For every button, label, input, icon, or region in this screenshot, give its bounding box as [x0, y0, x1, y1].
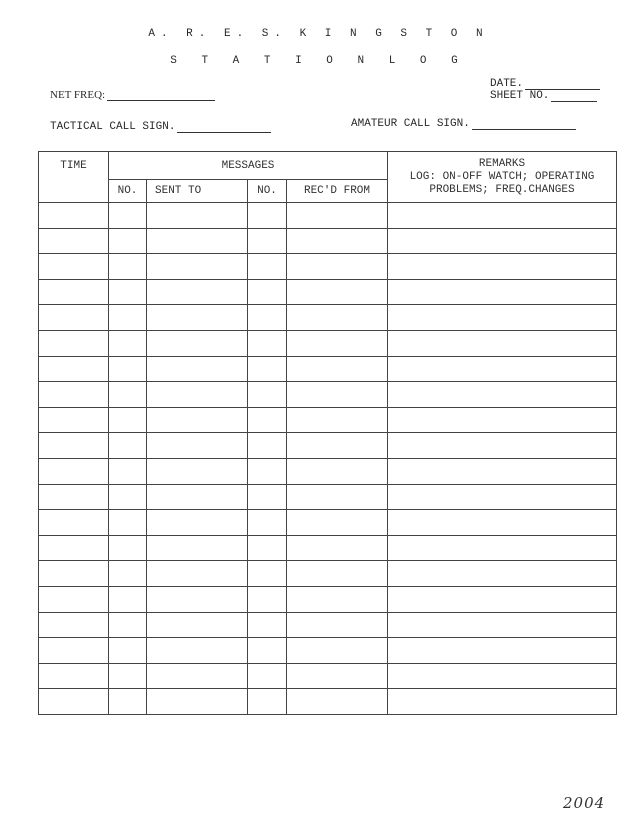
sent-to-cell[interactable] [147, 305, 248, 331]
date-field [490, 78, 600, 90]
no-recd-cell[interactable] [248, 433, 287, 459]
net-freq-blank[interactable] [107, 99, 215, 101]
remarks-cell[interactable] [388, 663, 617, 689]
remarks-cell[interactable] [388, 484, 617, 510]
no-recd-cell[interactable] [248, 535, 287, 561]
remarks-subtitle-1: LOG: ON-OFF WATCH; OPERATING [409, 170, 595, 183]
col-messages-header: MESSAGES [109, 152, 388, 180]
no-recd-cell[interactable] [248, 638, 287, 664]
amateur-call-sign-blank[interactable] [472, 128, 576, 130]
tactical-call-sign-label: TACTICAL CALL SIGN. [50, 121, 176, 133]
no-sent-cell[interactable] [109, 612, 147, 638]
recd-from-cell[interactable] [287, 689, 388, 715]
no-recd-cell[interactable] [248, 663, 287, 689]
recd-from-cell[interactable] [287, 228, 388, 254]
no-recd-cell[interactable] [248, 305, 287, 331]
remarks-cell[interactable] [388, 382, 617, 408]
table-row [39, 689, 617, 715]
table-row [39, 382, 617, 408]
remarks-cell[interactable] [388, 203, 617, 229]
sent-to-cell[interactable] [147, 382, 248, 408]
form-title-log: S T A T I O N L O G [170, 55, 467, 67]
no-sent-cell[interactable] [109, 484, 147, 510]
time-cell[interactable] [39, 433, 109, 459]
no-recd-cell[interactable] [248, 612, 287, 638]
table-row [39, 510, 617, 536]
no-recd-cell[interactable] [248, 330, 287, 356]
sent-to-cell[interactable] [147, 561, 248, 587]
time-cell[interactable] [39, 279, 109, 305]
recd-from-cell[interactable] [287, 484, 388, 510]
no-sent-cell[interactable] [109, 228, 147, 254]
table-row [39, 638, 617, 664]
remarks-cell[interactable] [388, 458, 617, 484]
remarks-title: REMARKS [478, 157, 526, 170]
no-sent-cell[interactable] [109, 663, 147, 689]
remarks-cell[interactable] [388, 407, 617, 433]
sent-to-cell[interactable] [147, 254, 248, 280]
handwritten-number: 2004 [563, 794, 606, 812]
recd-from-cell[interactable] [287, 433, 388, 459]
remarks-subtitle-2: PROBLEMS; FREQ.CHANGES [429, 183, 575, 196]
sent-to-cell[interactable] [147, 458, 248, 484]
remarks-cell[interactable] [388, 356, 617, 382]
col-sent-to-header: SENT TO [147, 180, 248, 203]
recd-from-cell[interactable] [287, 279, 388, 305]
time-cell[interactable] [39, 510, 109, 536]
remarks-cell[interactable] [388, 254, 617, 280]
time-cell[interactable] [39, 254, 109, 280]
no-sent-cell[interactable] [109, 330, 147, 356]
recd-from-cell[interactable] [287, 407, 388, 433]
no-recd-cell[interactable] [248, 510, 287, 536]
no-recd-cell[interactable] [248, 407, 287, 433]
col-remarks-header [388, 152, 617, 203]
table-row [39, 305, 617, 331]
table-row [39, 356, 617, 382]
sent-to-cell[interactable] [147, 586, 248, 612]
no-recd-cell[interactable] [248, 484, 287, 510]
no-recd-cell[interactable] [248, 203, 287, 229]
remarks-cell[interactable] [388, 612, 617, 638]
recd-from-cell[interactable] [287, 203, 388, 229]
amateur-call-sign-field [351, 118, 576, 130]
no-sent-cell[interactable] [109, 305, 147, 331]
sent-to-cell[interactable] [147, 279, 248, 305]
time-cell[interactable] [39, 535, 109, 561]
recd-from-cell[interactable] [287, 638, 388, 664]
recd-from-cell[interactable] [287, 382, 388, 408]
col-no-sent-header: NO. [109, 180, 147, 203]
col-time-header: TIME [39, 152, 109, 203]
table-row [39, 433, 617, 459]
sheet-no-blank[interactable] [551, 100, 597, 102]
table-row [39, 561, 617, 587]
recd-from-cell[interactable] [287, 612, 388, 638]
no-recd-cell[interactable] [248, 356, 287, 382]
sent-to-cell[interactable] [147, 433, 248, 459]
no-sent-cell[interactable] [109, 407, 147, 433]
no-sent-cell[interactable] [109, 689, 147, 715]
recd-from-cell[interactable] [287, 458, 388, 484]
recd-from-cell[interactable] [287, 663, 388, 689]
time-cell[interactable] [39, 407, 109, 433]
station-log-table [38, 151, 617, 715]
no-sent-cell[interactable] [109, 203, 147, 229]
no-sent-cell[interactable] [109, 279, 147, 305]
sent-to-cell[interactable] [147, 330, 248, 356]
no-sent-cell[interactable] [109, 561, 147, 587]
no-recd-cell[interactable] [248, 228, 287, 254]
remarks-cell[interactable] [388, 586, 617, 612]
table-row [39, 535, 617, 561]
no-recd-cell[interactable] [248, 689, 287, 715]
recd-from-cell[interactable] [287, 356, 388, 382]
recd-from-cell[interactable] [287, 535, 388, 561]
no-sent-cell[interactable] [109, 458, 147, 484]
time-cell[interactable] [39, 586, 109, 612]
sent-to-cell[interactable] [147, 535, 248, 561]
net-freq-field [50, 89, 215, 101]
no-recd-cell[interactable] [248, 279, 287, 305]
date-label: DATE. [490, 78, 524, 90]
col-no-recd-header: NO. [248, 180, 287, 203]
table-row [39, 279, 617, 305]
sheet-no-field [490, 90, 597, 102]
table-row [39, 612, 617, 638]
form-title-org: A. R. E. S. K I N G S T O N [148, 28, 489, 40]
sheet-no-label: SHEET NO. [490, 90, 550, 102]
time-cell[interactable] [39, 458, 109, 484]
no-recd-cell[interactable] [248, 254, 287, 280]
no-recd-cell[interactable] [248, 586, 287, 612]
no-recd-cell[interactable] [248, 382, 287, 408]
time-cell[interactable] [39, 330, 109, 356]
table-row [39, 330, 617, 356]
time-cell[interactable] [39, 561, 109, 587]
col-recd-from-header: REC'D FROM [287, 180, 388, 203]
remarks-cell[interactable] [388, 433, 617, 459]
remarks-cell[interactable] [388, 510, 617, 536]
remarks-cell[interactable] [388, 561, 617, 587]
time-cell[interactable] [39, 612, 109, 638]
no-sent-cell[interactable] [109, 510, 147, 536]
recd-from-cell[interactable] [287, 254, 388, 280]
no-recd-cell[interactable] [248, 458, 287, 484]
time-cell[interactable] [39, 356, 109, 382]
table-row [39, 663, 617, 689]
time-cell[interactable] [39, 228, 109, 254]
sent-to-cell[interactable] [147, 407, 248, 433]
sent-to-cell[interactable] [147, 612, 248, 638]
remarks-cell[interactable] [388, 279, 617, 305]
remarks-cell[interactable] [388, 305, 617, 331]
sent-to-cell[interactable] [147, 484, 248, 510]
no-sent-cell[interactable] [109, 586, 147, 612]
sent-to-cell[interactable] [147, 638, 248, 664]
sent-to-cell[interactable] [147, 663, 248, 689]
net-freq-label: NET FREQ: [50, 89, 106, 101]
table-row [39, 484, 617, 510]
sent-to-cell[interactable] [147, 689, 248, 715]
log-rows [39, 203, 617, 715]
time-cell[interactable] [39, 689, 109, 715]
no-sent-cell[interactable] [109, 254, 147, 280]
no-sent-cell[interactable] [109, 535, 147, 561]
remarks-cell[interactable] [388, 638, 617, 664]
sent-to-cell[interactable] [147, 228, 248, 254]
no-sent-cell[interactable] [109, 433, 147, 459]
no-sent-cell[interactable] [109, 382, 147, 408]
recd-from-cell[interactable] [287, 586, 388, 612]
sent-to-cell[interactable] [147, 356, 248, 382]
sent-to-cell[interactable] [147, 203, 248, 229]
remarks-cell[interactable] [388, 330, 617, 356]
no-sent-cell[interactable] [109, 356, 147, 382]
recd-from-cell[interactable] [287, 561, 388, 587]
sent-to-cell[interactable] [147, 510, 248, 536]
recd-from-cell[interactable] [287, 330, 388, 356]
table-row [39, 586, 617, 612]
recd-from-cell[interactable] [287, 510, 388, 536]
time-cell[interactable] [39, 663, 109, 689]
table-row [39, 254, 617, 280]
table-row [39, 203, 617, 229]
amateur-call-sign-label: AMATEUR CALL SIGN. [351, 118, 470, 130]
table-row [39, 407, 617, 433]
time-cell[interactable] [39, 484, 109, 510]
table-row [39, 458, 617, 484]
remarks-cell[interactable] [388, 689, 617, 715]
tactical-call-sign-field [50, 121, 271, 133]
table-row [39, 228, 617, 254]
time-cell[interactable] [39, 305, 109, 331]
time-cell[interactable] [39, 203, 109, 229]
time-cell[interactable] [39, 638, 109, 664]
time-cell[interactable] [39, 382, 109, 408]
remarks-cell[interactable] [388, 535, 617, 561]
remarks-cell[interactable] [388, 228, 617, 254]
recd-from-cell[interactable] [287, 305, 388, 331]
no-recd-cell[interactable] [248, 561, 287, 587]
no-sent-cell[interactable] [109, 638, 147, 664]
tactical-call-sign-blank[interactable] [177, 131, 271, 133]
